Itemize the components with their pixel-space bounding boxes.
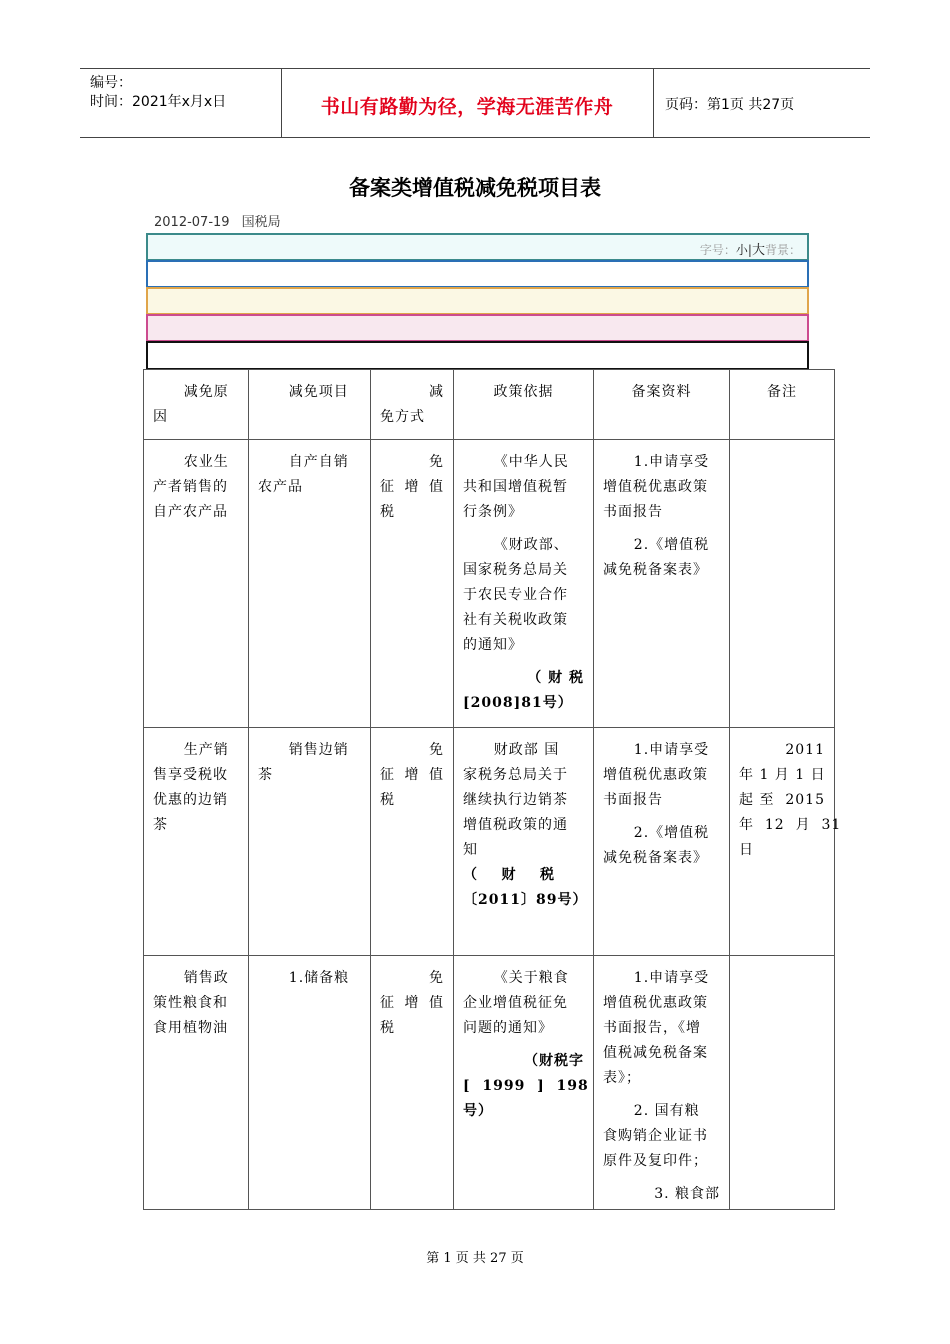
cell-project: 自产自销 农产品 <box>249 440 371 728</box>
page-footer: 第 1 页 共 27 页 <box>426 1251 524 1266</box>
motto: 书山有路勤为径，学海无涯苦作舟 <box>320 96 614 118</box>
font-size-separator: | <box>747 243 752 257</box>
exemption-table <box>143 369 842 1210</box>
cell-project: 销售边销 茶 <box>249 728 371 956</box>
font-control-bar <box>146 233 809 261</box>
header-reason: 减免原 因 <box>144 370 249 440</box>
cell-reason: 生产销 售享受税收 优惠的边销 茶 <box>144 728 249 956</box>
font-size-label: 字号： <box>699 243 736 257</box>
cell-remarks: 2011 年 1 月 1 日 起 至 2015 年 12 月 31 日 <box>730 728 835 956</box>
font-small-button[interactable]: 小 <box>735 243 748 257</box>
header-remarks: 备注 <box>730 370 835 440</box>
cell-reason: 农业生 产者销售的 自产农产品 <box>144 440 249 728</box>
cell-materials: 1.申请享受 增值税优惠政策 书面报告，《增 值税减免税备案 表》； 2. 国有粮 食购销企业证书 原件及复印件； 3. 粮食部 <box>594 956 730 1210</box>
cell-project: 1.储备粮 <box>249 956 371 1210</box>
publish-date: 2012-07-19 <box>154 215 230 230</box>
cell-materials: 1.申请享受 增值税优惠政策 书面报告 2.《增值税 减免税备案表》 <box>594 728 730 956</box>
header-materials: 备案资料 <box>594 370 730 440</box>
time-label: 时间：2021年x月x日 <box>90 94 227 110</box>
cell-method: 免 征 增 值 税 <box>371 728 454 956</box>
publish-source: 国税局 <box>241 215 281 230</box>
cell-method: 免 征 增 值 税 <box>371 956 454 1210</box>
cell-basis: 《关于粮食 企业增值税征免 问题的通知》 （财税字 [ 1999 ] 198 号） <box>454 956 594 1210</box>
header-right-cell <box>653 69 870 137</box>
yellow-bar <box>146 287 809 315</box>
table-row <box>144 956 835 1210</box>
cell-remarks <box>730 956 835 1210</box>
blue-bar <box>146 260 809 288</box>
doc-number-label: 编号： <box>90 75 132 91</box>
header-center-cell <box>281 69 654 137</box>
page-title: 备案类增值税减免税项目表 <box>349 176 601 200</box>
background-label[interactable]: 背景： <box>764 243 801 257</box>
pink-bar <box>146 314 809 342</box>
table-row <box>144 440 835 728</box>
cell-method: 免 征 增 值 税 <box>371 440 454 728</box>
header-project: 减免项目 <box>249 370 371 440</box>
date-line <box>154 211 281 230</box>
document-header <box>80 68 870 138</box>
table-header-row <box>144 370 835 440</box>
header-method: 减 免方式 <box>371 370 454 440</box>
font-large-button[interactable]: 大 <box>751 243 765 258</box>
cell-remarks <box>730 440 835 728</box>
cell-basis: 《中华人民 共和国增值税暂 行条例》 《财政部、 国家税务总局关 于农民专业合作 社有关税收政策 的通知》 （ 财 税 [2008]81号） <box>454 440 594 728</box>
cell-basis: 财政部 国 家税务总局关于 继续执行边销茶 增值税政策的通 知 （ 财 税 〔2011〕89号） <box>454 728 594 956</box>
page-info: 页码：第1页 共27页 <box>665 97 795 113</box>
cell-reason: 销售政 策性粮食和 食用植物油 <box>144 956 249 1210</box>
header-basis: 政策依据 <box>454 370 594 440</box>
cell-materials: 1.申请享受 增值税优惠政策 书面报告 2.《增值税 减免税备案表》 <box>594 440 730 728</box>
black-bar <box>146 341 809 370</box>
header-left-cell <box>80 69 282 137</box>
font-size-control <box>700 239 801 258</box>
table-row <box>144 728 835 956</box>
